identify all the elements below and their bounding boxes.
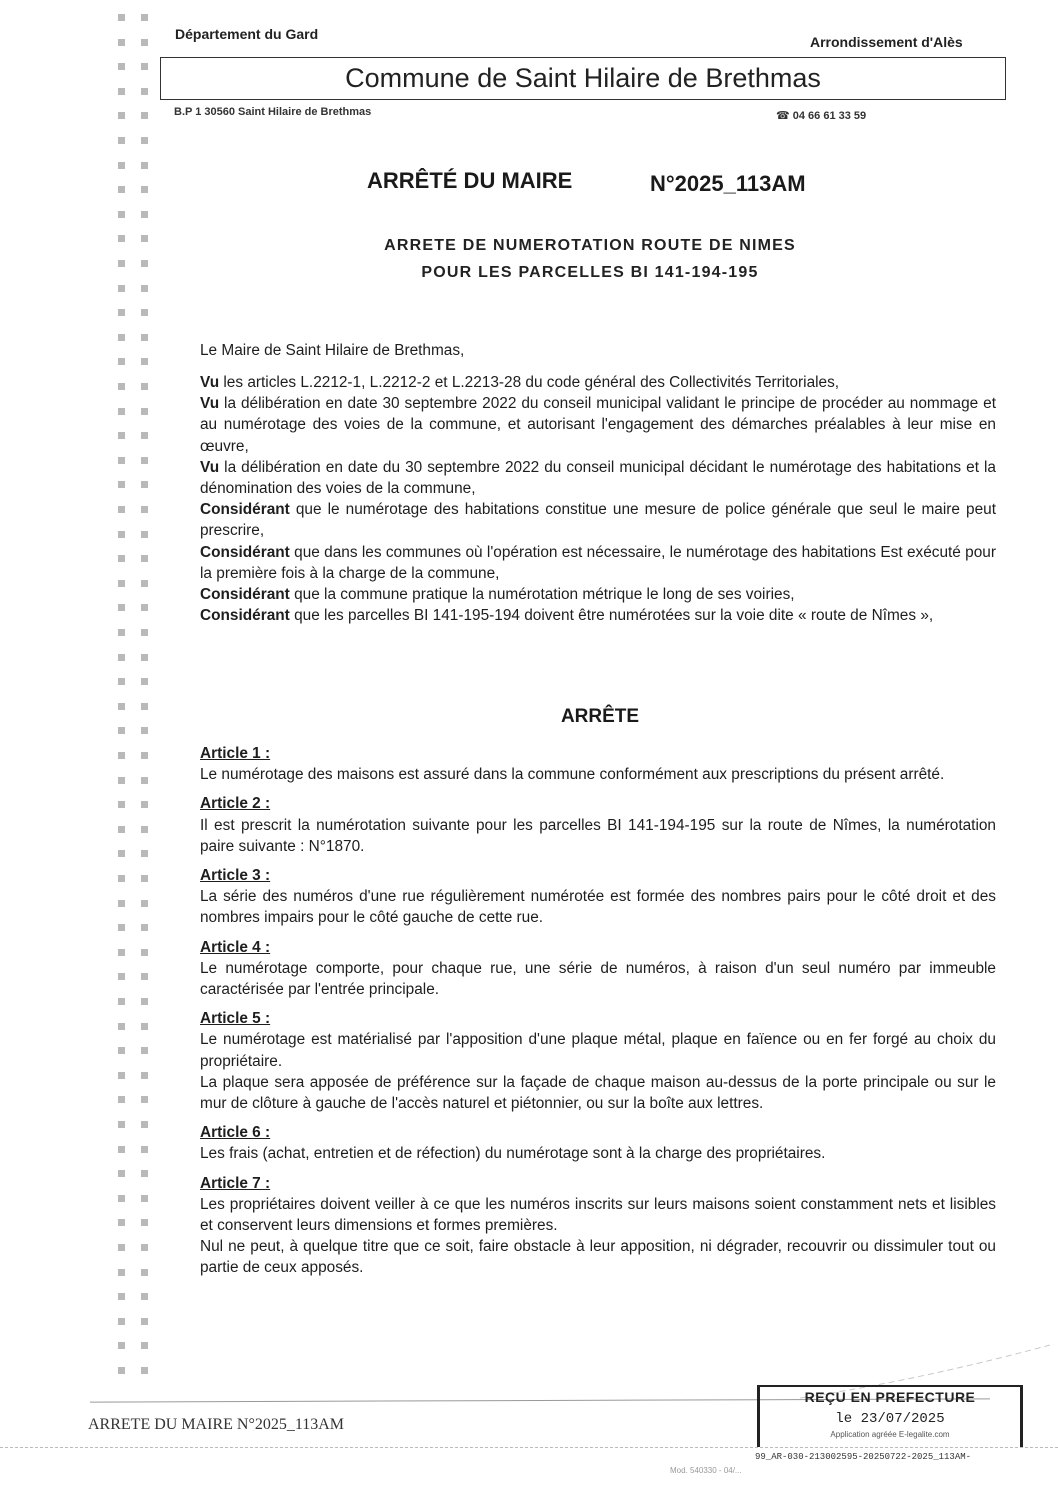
article-paragraph: La plaque sera apposée de préférence sur la façade de chaque maison au-dessus de la porte principale ou sur le mur de clôture à gauche de l'accès naturel et piétonnier, ou sur la boîte aux lettres. (200, 1073, 996, 1113)
binder-hole (118, 924, 125, 931)
consideration-text: que les parcelles BI 141-195-194 doivent être numérotées sur la voie dite « route de Nîmes », (289, 607, 934, 625)
binder-hole (141, 900, 148, 907)
consideration-lead: Considérant (200, 607, 290, 625)
footer-reference: ARRETE DU MAIRE N°2025_113AM (88, 1416, 345, 1433)
consideration-lead: Considérant (200, 586, 290, 604)
binder-hole (141, 309, 148, 316)
binder-hole (141, 1269, 148, 1276)
binder-hole (141, 285, 148, 292)
binder-hole (118, 1195, 125, 1202)
binder-hole-row (118, 235, 148, 242)
binder-hole-row (118, 63, 148, 70)
stamp-identifier: 99_AR-030-213002595-20250722-2025_113AM- (755, 1452, 972, 1462)
binder-hole (141, 1047, 148, 1054)
binder-hole (141, 875, 148, 882)
binder-hole-row (118, 1269, 148, 1276)
intro-text (200, 340, 996, 361)
binder-hole-row (118, 752, 148, 759)
form-code: Mod. 540330 - 04/... (670, 1466, 742, 1475)
article-paragraph: Le numérotage des maisons est assuré dans la commune conformément aux prescriptions du présent arrêté. (200, 766, 945, 784)
binder-hole-row (118, 408, 148, 415)
binder-hole-row (118, 260, 148, 267)
binder-hole-row (118, 555, 148, 562)
binder-hole (118, 1170, 125, 1177)
phone-number: ☎ 04 66 61 33 59 (776, 110, 867, 122)
document-title: ARRÊTÉ DU MAIRE (367, 168, 573, 193)
binder-hole-row (118, 383, 148, 390)
binder-hole (141, 88, 148, 95)
consideration-text: les articles L.2212-1, L.2212-2 et L.2213-28 du code général des Collectivités Territoriales, (219, 374, 840, 391)
binder-hole (118, 629, 125, 636)
binder-hole (141, 777, 148, 784)
binder-hole (118, 457, 125, 464)
binder-hole (118, 801, 125, 808)
binder-hole (118, 1342, 125, 1349)
binder-hole (141, 334, 148, 341)
consideration-item (200, 584, 996, 605)
binder-hole (118, 1318, 125, 1325)
article-title: Article 7 : (200, 1174, 271, 1192)
binder-hole (118, 875, 125, 882)
article-paragraph: Le numérotage comporte, pour chaque rue, une série de numéros, à raison d'un seul numéro par immeuble caractérisée par l'entrée principale. (200, 959, 996, 999)
article-spacer (200, 1000, 996, 1008)
article-title: Article 2 : (200, 795, 271, 813)
article-title: Article 1 : (200, 745, 271, 762)
binder-hole (118, 1072, 125, 1079)
consideration-text: que la commune pratique la numérotation métrique le long de ses voiries, (289, 586, 795, 604)
binder-hole-row (118, 1096, 148, 1103)
binder-hole (118, 211, 125, 218)
article-paragraph: Les propriétaires doivent veiller à ce que les numéros inscrits sur leurs maisons soient constamment nets et lisibles et conservent leurs dimensions et formes premières. (200, 1195, 996, 1235)
binder-hole-row (118, 1170, 148, 1177)
binder-hole (141, 1219, 148, 1226)
binder-hole (118, 1219, 125, 1226)
binder-hole (118, 506, 125, 513)
binder-hole-row (118, 112, 148, 119)
binder-hole (118, 1367, 125, 1374)
binder-hole-row (118, 998, 148, 1005)
binder-hole (141, 63, 148, 70)
binder-hole-row (118, 1219, 148, 1226)
binder-hole (141, 1244, 148, 1251)
article-spacer (200, 1279, 996, 1287)
binder-hole (141, 1367, 148, 1374)
binder-hole (141, 826, 148, 833)
binder-hole (141, 703, 148, 710)
binder-hole-row (118, 14, 148, 21)
consideration-item (200, 499, 996, 541)
binder-hole (141, 1195, 148, 1202)
binder-hole-row (118, 850, 148, 857)
binder-hole (118, 654, 125, 661)
articles-block (200, 743, 996, 1287)
binder-hole-row (118, 1072, 148, 1079)
binder-hole (118, 112, 125, 119)
consideration-item (200, 542, 996, 584)
binder-hole-row (118, 801, 148, 808)
binder-hole (118, 63, 125, 70)
binder-hole-row (118, 973, 148, 980)
binder-hole-row (118, 285, 148, 292)
binder-hole (118, 1269, 125, 1276)
binder-hole-row (118, 309, 148, 316)
binder-hole (118, 555, 125, 562)
binder-hole (141, 654, 148, 661)
binder-hole (141, 1121, 148, 1128)
binder-hole (141, 137, 148, 144)
article-paragraph: Nul ne peut, à quelque titre que ce soit, faire obstacle à leur apposition, ni dégrader, recouvrir ou dissimuler tout ou partie de ceux apposés. (200, 1238, 996, 1277)
binder-hole (141, 260, 148, 267)
binder-hole (141, 949, 148, 956)
article-title: Article 6 : (200, 1124, 271, 1142)
binder-hole (141, 506, 148, 513)
document-number: N°2025_113AM (650, 171, 806, 196)
binder-hole (118, 408, 125, 415)
binder-hole-row (118, 457, 148, 464)
binder-hole (141, 1072, 148, 1079)
binder-hole (118, 1096, 125, 1103)
binder-hole-row (118, 1318, 148, 1325)
commune-title-box (160, 57, 1006, 100)
binder-hole (118, 14, 125, 21)
article-title: Article 3 : (200, 867, 271, 885)
binder-hole (141, 1146, 148, 1153)
article-spacer (200, 785, 996, 793)
considerations-block (200, 372, 996, 626)
binder-hole (118, 186, 125, 193)
article-spacer (200, 929, 996, 937)
binder-hole (141, 457, 148, 464)
binder-hole (118, 39, 125, 46)
prefecture-stamp (757, 1385, 1023, 1447)
binder-hole-row (118, 678, 148, 685)
binder-hole (141, 358, 148, 365)
binder-hole (141, 678, 148, 685)
subtitle-line-2: POUR LES PARCELLES BI 141-194-195 (421, 264, 759, 281)
binder-hole (118, 1121, 125, 1128)
binder-hole (141, 211, 148, 218)
binder-hole-row (118, 1146, 148, 1153)
binder-hole-row (118, 1023, 148, 1030)
consideration-item (200, 372, 996, 393)
binder-hole-row (118, 531, 148, 538)
binder-hole (118, 1293, 125, 1300)
binder-hole (141, 727, 148, 734)
binder-hole-row (118, 1293, 148, 1300)
binder-hole (118, 285, 125, 292)
binder-hole-row (118, 1342, 148, 1349)
article-spacer (200, 1114, 996, 1122)
binder-hole (141, 973, 148, 980)
binder-hole (118, 900, 125, 907)
binder-hole-row (118, 924, 148, 931)
consideration-text: la délibération en date 30 septembre 2022 du conseil municipal validant le principe de procéder au nommage et au numérotage des voies de la commune, et autorisant l'engagement des démarches préalables à leur mise en œuvre, (200, 395, 996, 455)
binder-hole (118, 703, 125, 710)
binder-hole (141, 924, 148, 931)
article-spacer (200, 1165, 996, 1173)
binder-hole (141, 383, 148, 390)
consideration-lead: Vu (200, 374, 220, 391)
binder-hole (118, 88, 125, 95)
binder-hole (118, 727, 125, 734)
consideration-lead: Considérant (200, 543, 290, 561)
commune-title: Commune de Saint Hilaire de Brethmas (345, 63, 821, 93)
footer-dashed-rule (0, 1447, 1058, 1448)
binder-hole (118, 137, 125, 144)
binder-hole (141, 481, 148, 488)
binder-hole (141, 186, 148, 193)
binder-hole (141, 112, 148, 119)
binder-hole (141, 580, 148, 587)
binder-hole-row (118, 1244, 148, 1251)
binder-hole (118, 531, 125, 538)
postal-address: B.P 1 30560 Saint Hilaire de Brethmas (174, 106, 372, 118)
stamp-date: le 23/07/2025 (835, 1411, 945, 1427)
binder-hole-row (118, 580, 148, 587)
binder-hole (118, 1146, 125, 1153)
stamp-application: Application agréée E-legalite.com (830, 1430, 950, 1439)
binder-hole (118, 604, 125, 611)
binder-hole (141, 235, 148, 242)
binder-hole-row (118, 604, 148, 611)
binder-hole (118, 826, 125, 833)
binder-hole-row (118, 703, 148, 710)
subtitle-line-1: ARRETE DE NUMEROTATION ROUTE DE NIMES (384, 237, 796, 254)
binder-hole-row (118, 358, 148, 365)
binder-hole (141, 801, 148, 808)
binder-hole (141, 1170, 148, 1177)
binder-hole (118, 777, 125, 784)
binder-hole-row (118, 481, 148, 488)
binder-hole-row (118, 900, 148, 907)
binder-hole-row (118, 39, 148, 46)
article-title: Article 4 : (200, 938, 271, 956)
binder-hole (118, 949, 125, 956)
consideration-text: que le numérotage des habitations constitue une mesure de police générale que seul le maire peut prescrire, (200, 501, 996, 540)
binder-hole-row (118, 137, 148, 144)
binder-hole (118, 334, 125, 341)
binder-hole (118, 309, 125, 316)
consideration-lead: Vu (200, 395, 220, 413)
binder-hole (141, 1096, 148, 1103)
binder-hole (118, 580, 125, 587)
binder-hole (118, 260, 125, 267)
binder-hole-row (118, 432, 148, 439)
binder-hole (141, 1318, 148, 1325)
binder-hole (118, 1244, 125, 1251)
article-title: Article 5 : (200, 1010, 271, 1028)
article-paragraph: Les frais (achat, entretien et de réfection) du numérotage sont à la charge des propriétaires. (200, 1145, 826, 1163)
binder-hole (141, 998, 148, 1005)
article-paragraph: La série des numéros d'une rue régulièrement numérotée est formée des nombres pairs pour le côté droit et des nombres impairs pour le côté gauche de cette rue. (200, 888, 996, 927)
binder-hole (118, 383, 125, 390)
binder-hole (118, 235, 125, 242)
arrete-heading: ARRÊTE (560, 706, 640, 727)
binder-hole-row (118, 1367, 148, 1374)
binder-hole (118, 752, 125, 759)
binder-hole (141, 1023, 148, 1030)
binder-hole-row (118, 186, 148, 193)
binder-hole-row (118, 875, 148, 882)
binder-hole-row (118, 949, 148, 956)
consideration-lead: Considérant (200, 501, 290, 519)
binder-hole (141, 604, 148, 611)
binder-hole-row (118, 826, 148, 833)
binder-hole-row (118, 1195, 148, 1202)
binder-hole (141, 555, 148, 562)
binder-hole (118, 678, 125, 685)
binder-hole-row (118, 1121, 148, 1128)
binder-hole (118, 432, 125, 439)
binder-hole (141, 850, 148, 857)
binder-hole-row (118, 162, 148, 169)
binder-hole (118, 998, 125, 1005)
binder-hole (141, 408, 148, 415)
consideration-item (200, 393, 996, 457)
binder-hole-row (118, 334, 148, 341)
binder-hole-row (118, 88, 148, 95)
binder-hole (141, 1342, 148, 1349)
binder-hole-row (118, 777, 148, 784)
binder-hole (141, 162, 148, 169)
binder-hole-row (118, 654, 148, 661)
article-paragraph: Il est prescrit la numérotation suivante pour les parcelles BI 141-194-195 sur la route de Nîmes, la numérotation paire suivante : N°1870. (200, 816, 996, 855)
binder-hole (118, 1047, 125, 1054)
binder-hole (141, 1293, 148, 1300)
departement-label: Département du Gard (175, 26, 319, 42)
binder-hole-row (118, 1047, 148, 1054)
consideration-lead: Vu (200, 458, 220, 476)
consideration-text: que dans les communes où l'opération est nécessaire, le numérotage des habitations Est exécuté pour la première fois à la charge de la commune, (200, 543, 996, 582)
arrondissement-label: Arrondissement d'Alès (810, 34, 963, 50)
binder-hole (141, 629, 148, 636)
binder-hole (141, 752, 148, 759)
consideration-text: la délibération en date du 30 septembre 2022 du conseil municipal décidant le numérotage des habitations et la dénomination des voies de la commune, (200, 458, 996, 498)
binder-hole (118, 850, 125, 857)
binder-hole (118, 162, 125, 169)
binder-hole (141, 432, 148, 439)
article-paragraph: Le numérotage est matérialisé par l'apposition d'une plaque métal, plaque en faïence ou en fer forgé au choix du propriétaire. (200, 1031, 996, 1070)
stamp-title: REÇU EN PREFECTURE (804, 1389, 976, 1405)
article-spacer (200, 857, 996, 865)
binder-hole (141, 14, 148, 21)
binder-hole (118, 481, 125, 488)
binder-hole (118, 358, 125, 365)
binder-hole (141, 39, 148, 46)
intro-paragraph: Le Maire de Saint Hilaire de Brethmas, (200, 342, 465, 359)
binder-holes (118, 14, 158, 1414)
binder-hole-row (118, 629, 148, 636)
binder-hole-row (118, 211, 148, 218)
binder-hole (118, 1023, 125, 1030)
binder-hole-row (118, 727, 148, 734)
consideration-item (200, 457, 996, 499)
binder-hole (118, 973, 125, 980)
binder-hole (141, 531, 148, 538)
consideration-item (200, 605, 996, 626)
binder-hole-row (118, 506, 148, 513)
